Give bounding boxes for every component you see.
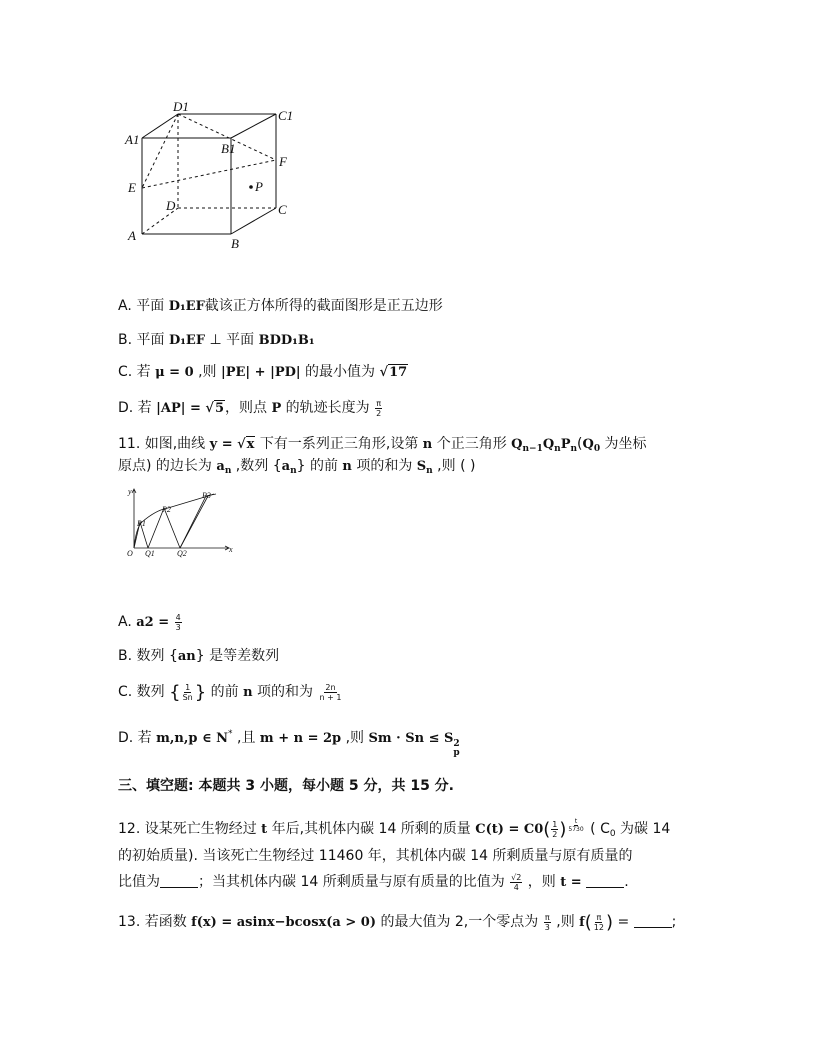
curve-label-p2: P2 xyxy=(162,505,171,514)
cube-label-B: B xyxy=(231,236,239,251)
q11-b-pre: B. 数列 { xyxy=(118,648,178,664)
q11-d-post: ,则 xyxy=(341,730,369,746)
curve-label-p1: P1 xyxy=(137,519,146,528)
q10-option-d xyxy=(118,398,383,419)
q10-d-math: |AP| = xyxy=(156,401,206,416)
q10-b-math2: BDD₁B₁ xyxy=(258,333,315,348)
q10-option-b xyxy=(118,330,315,351)
q10-a-math: D₁EF xyxy=(168,299,205,314)
q13-inner: $\frac{\pi}{12}$ xyxy=(593,912,604,932)
q11-a-frac: $\frac{4}{3}$ xyxy=(175,612,181,632)
q12-ratio: $\frac{√2}{4}$ xyxy=(511,872,522,892)
q11-option-c xyxy=(118,682,343,703)
q10-b-mid: ⊥ 平面 xyxy=(205,332,259,348)
q11-b-post: } 是等差数列 xyxy=(195,648,280,664)
q11-c-n: n xyxy=(243,685,253,700)
q11-c-lbrace: { xyxy=(169,682,181,703)
q11-d-res: Sm · Sn ≤ S 2 p xyxy=(368,731,460,758)
q11-l2e: ,则 ( ) xyxy=(432,458,476,474)
q11-a-pre: A. xyxy=(118,614,137,630)
q13-rparen: ) xyxy=(605,912,614,933)
q11-q0: $Q_0$ xyxy=(582,437,601,454)
q10-d-pre: D. 若 xyxy=(118,400,157,416)
cube-label-A: A xyxy=(128,228,136,243)
q10-c-mid: ,则 xyxy=(193,364,222,380)
q11-l1d: ( xyxy=(577,436,583,452)
q11-a-math: a2 = xyxy=(136,615,174,630)
q11-tri: $Q_{n-1}Q_nP_n$ xyxy=(511,437,578,454)
q11-stem-line2 xyxy=(118,456,475,481)
q10-d-root: 5 xyxy=(214,401,224,416)
q11-l2d: 项的和为 xyxy=(351,458,417,474)
q12-half: $\frac{1}{2}$ xyxy=(552,819,558,839)
q11-l2a: 原点) 的边长为 xyxy=(118,458,217,474)
q13-lparen: ( xyxy=(584,912,592,933)
curve-label-y: y xyxy=(128,487,132,496)
cube-label-D: D xyxy=(166,198,176,213)
q10-d-root-sign: √ xyxy=(205,401,214,416)
curve-label-q2: Q2 xyxy=(177,549,187,558)
q10-d-mid: ，则点 xyxy=(225,400,272,416)
q13-f: f(x) = asinx−bcosx(a > 0) xyxy=(191,915,376,930)
q11-n: n xyxy=(422,437,433,452)
curve-label-q1: Q1 xyxy=(145,549,155,558)
cube-label-C1: C1 xyxy=(278,108,294,123)
q11-l1b: 下有一系列正三角形,设第 xyxy=(255,436,423,452)
q11-l1e: 为坐标 xyxy=(600,436,647,452)
q11-c-post: 项的和为 xyxy=(252,684,318,700)
q11-an2: $a_n$ xyxy=(281,459,297,476)
q11-root: x xyxy=(246,437,255,452)
q11-option-b xyxy=(118,646,279,667)
q12-end: . xyxy=(624,874,629,890)
q13-end: ; xyxy=(671,914,677,930)
q11-d-pre: D. 若 xyxy=(118,730,157,746)
q11-c-rbrace: } xyxy=(194,682,207,703)
curve-label-x: x xyxy=(229,545,233,554)
q13-a: 13. 若函数 xyxy=(118,914,192,930)
q12-blank-1[interactable] xyxy=(160,873,198,888)
q12-l1d: 为碳 14 xyxy=(615,821,671,837)
cube-label-E: E xyxy=(128,180,136,195)
q10-c-math: μ = 0 xyxy=(155,365,194,380)
q11-option-a xyxy=(118,612,183,633)
q13-ff: f xyxy=(579,915,585,930)
q11-l1a: 11. 如图,曲线 xyxy=(118,436,210,452)
q12-l3b: ；当其机体内碳 14 所剩质量与原有质量的比值为 xyxy=(198,874,510,890)
q10-b-math1: D₁EF xyxy=(168,333,206,348)
cube-label-P: P xyxy=(255,179,263,194)
q11-d-eq: m + n = 2p xyxy=(259,731,342,746)
q13-d: = xyxy=(613,914,634,930)
q10-c-root-sign: √ xyxy=(379,365,389,380)
q13-b: 的最大值为 2,一个零点为 xyxy=(376,914,543,930)
q11-sn: $S_n$ xyxy=(416,459,433,476)
q11-d-math: m,n,p ∈ N xyxy=(156,731,229,746)
q10-option-c xyxy=(118,362,408,383)
q13-c: ,则 xyxy=(551,914,580,930)
q12-t2: t = xyxy=(560,875,587,890)
q10-c-post: 的最小值为 xyxy=(300,364,380,380)
cube-label-F: F xyxy=(279,154,287,169)
q13-line xyxy=(118,912,676,933)
q11-root-sign: √ xyxy=(237,437,246,452)
q12-l1b: 年后,其机体内碳 14 所剩的质量 xyxy=(267,821,476,837)
q12-t: t xyxy=(261,822,268,837)
cube-label-B1: B1 xyxy=(221,141,236,156)
q10-a-pre: A. 平面 xyxy=(118,298,169,314)
q11-d-mid: ,且 xyxy=(232,730,260,746)
q12-exp: $\frac{t}{5730}$ xyxy=(568,818,584,833)
q10-option-a xyxy=(118,296,443,317)
q10-d-post: 的轨迹长度为 xyxy=(281,400,375,416)
cube-figure xyxy=(118,98,308,258)
q10-c-math2: |PE| + |PD| xyxy=(221,365,301,380)
q11-c-frac1: $\frac{1}{Sn}$ xyxy=(182,682,193,702)
cube-label-D1: D1 xyxy=(173,99,189,114)
q12-eq: C(t) = C0 xyxy=(475,822,544,837)
q10-d-var: P xyxy=(271,401,282,416)
q11-l2b: ,数列 { xyxy=(231,458,282,474)
q11-eq: y = xyxy=(209,437,238,452)
q11-c-pre: C. 数列 xyxy=(118,684,170,700)
q12-l1a: 12. 设某死亡生物经过 xyxy=(118,821,262,837)
curve-label-o: O xyxy=(127,549,133,558)
q12-line1: 12. 设某死亡生物经过 t 年后,其机体内碳 14 所剩的质量 C(t) = C0( $\frac{1}{2}$ ) $\frac{t}{5730}$ ( $C_0$ 为碳 14 xyxy=(118,818,671,840)
q13-zero: $\frac{\pi}{3}$ xyxy=(544,912,550,932)
q10-a-post: 截该正方体所得的截面图形是正五边形 xyxy=(204,298,443,314)
q11-c-mid: 的前 xyxy=(206,684,244,700)
q11-l1c: 个正三角形 xyxy=(432,436,512,452)
q12-l3a: 比值为 xyxy=(118,874,160,890)
q12-l3c: ，则 xyxy=(523,874,561,890)
curve-label-p3: P3 xyxy=(202,491,211,500)
q10-c-pre: C. 若 xyxy=(118,364,156,380)
q12-line3 xyxy=(118,872,629,893)
q12-rparen: ) xyxy=(559,819,567,840)
cube-label-A1: A1 xyxy=(125,132,140,147)
q11-d-star: * xyxy=(228,729,233,739)
q10-b-pre: B. 平面 xyxy=(118,332,169,348)
curve-figure xyxy=(118,484,242,560)
q11-l2c: } 的前 xyxy=(296,458,343,474)
q11-an: $a_n$ xyxy=(216,459,232,476)
q12-l1c: ( C xyxy=(585,821,610,837)
q12-lparen: ( xyxy=(543,819,551,840)
q10-d-frac: $\frac{\pi}{2}$ xyxy=(376,398,382,418)
q11-b-math: an xyxy=(177,649,196,664)
q11-n2: n xyxy=(342,459,352,474)
q10-c-root: 17 xyxy=(389,365,408,380)
q11-c-frac2: $\frac{2n}{n + 1}$ xyxy=(319,682,342,702)
cube-label-C: C xyxy=(278,202,287,217)
q13-blank[interactable] xyxy=(634,913,672,928)
q11-option-d xyxy=(118,724,460,758)
q12-blank-2[interactable] xyxy=(586,873,624,888)
q12-line2: 的初始质量). 当该死亡生物经过 11460 年，其机体内碳 14 所剩质量与原有质量的 xyxy=(118,848,633,864)
section-3-title: 三、填空题: 本题共 3 小题，每小题 5 分，共 15 分. xyxy=(118,778,454,794)
